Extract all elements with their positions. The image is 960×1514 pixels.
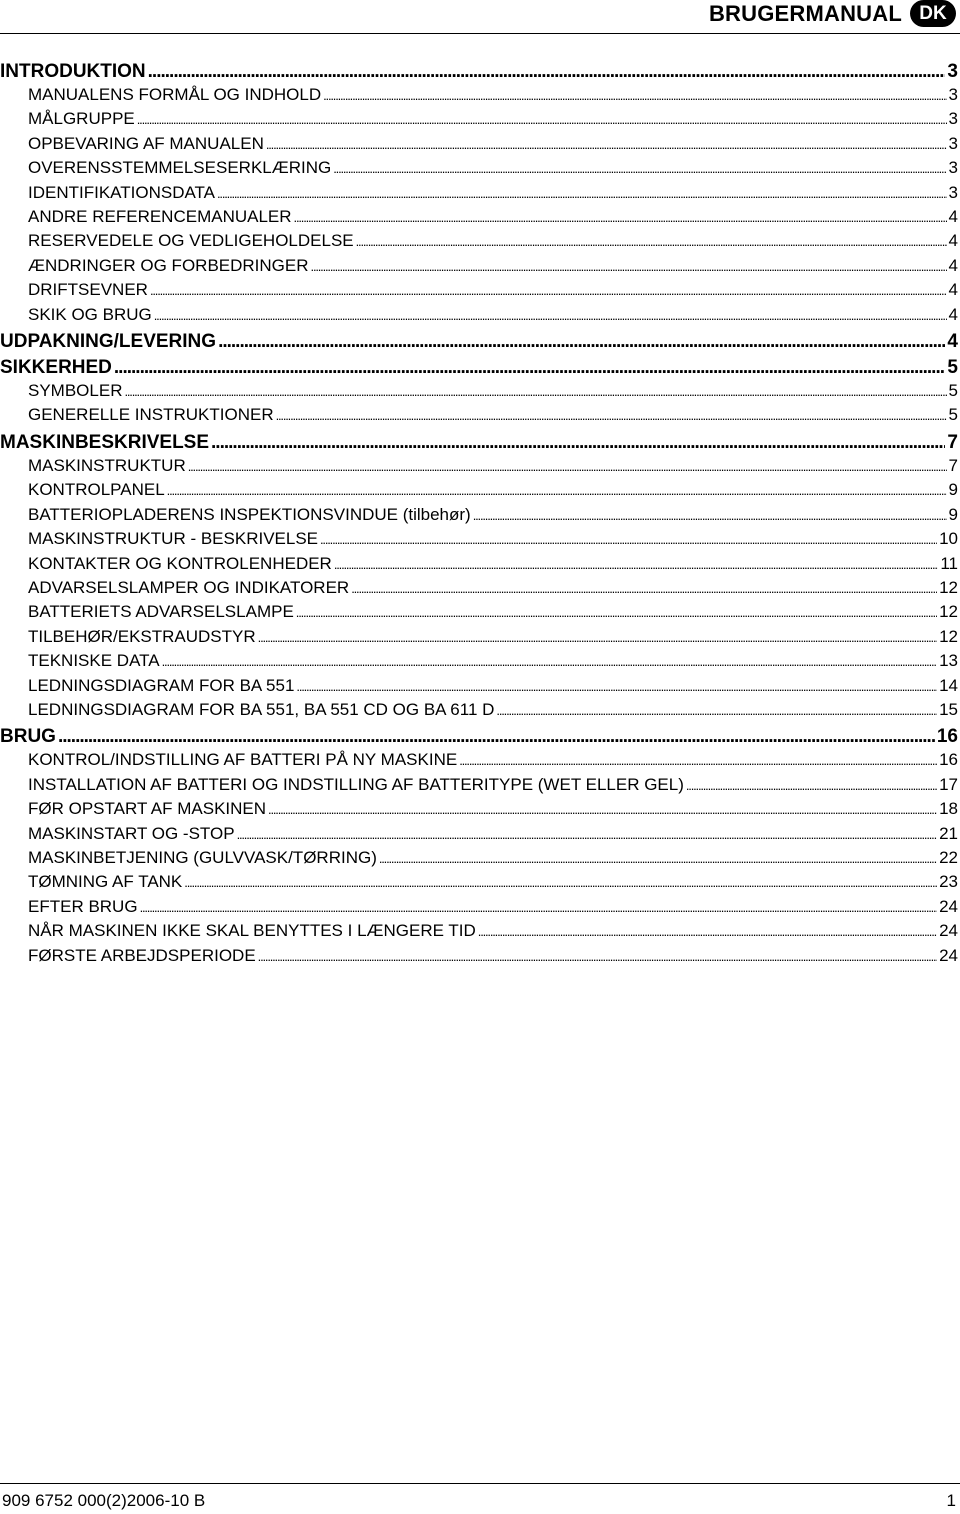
page-header	[0, 0, 960, 28]
toc-entry-label: LEDNINGSDIAGRAM FOR BA 551, BA 551 CD OG BA 611 D	[28, 699, 495, 719]
toc-entry-page: 5	[948, 405, 958, 425]
toc-section-entry[interactable]	[0, 576, 958, 600]
page-number: 1	[946, 1491, 956, 1510]
toc-entry-label: BATTERIOPLADERENS INSPEKTIONSVINDUE (tilbehør)	[28, 504, 471, 524]
toc-entry-label: OPBEVARING AF MANUALEN	[28, 133, 264, 153]
toc-entry-page: 15	[939, 699, 958, 719]
toc-dot-leader	[266, 132, 947, 156]
toc-chapter-entry[interactable]	[0, 725, 958, 748]
toc-dot-leader	[351, 576, 937, 600]
document-number: 909 6752 000(2)2006-10 B	[2, 1491, 206, 1510]
toc-entry-page: 3	[948, 109, 958, 129]
toc-entry-label: FØRSTE ARBEJDSPERIODE	[28, 945, 256, 965]
toc-entry-label: ADVARSELSLAMPER OG INDIKATORER	[28, 577, 350, 597]
toc-section-entry[interactable]	[0, 205, 958, 229]
language-badge: DK	[910, 0, 956, 27]
toc-dot-leader	[124, 379, 946, 403]
toc-dot-leader	[114, 356, 946, 379]
toc-entry-page: 3	[948, 85, 958, 104]
toc-dot-leader	[356, 229, 947, 253]
toc-dot-leader	[150, 278, 947, 302]
toc-dot-leader	[211, 431, 945, 454]
toc-dot-leader	[276, 403, 947, 427]
toc-entry-label: LEDNINGSDIAGRAM FOR BA 551	[28, 675, 295, 695]
toc-entry-page: 23	[939, 872, 958, 892]
toc-entry-page: 5	[948, 381, 958, 401]
toc-chapter-entry[interactable]	[0, 60, 958, 83]
toc-section-entry[interactable]	[0, 748, 958, 772]
toc-dot-leader	[258, 625, 937, 649]
toc-section-entry[interactable]	[0, 83, 958, 107]
toc-entry-page: 4	[948, 207, 958, 227]
toc-dot-leader	[379, 846, 937, 870]
toc-entry-page: 5	[947, 357, 958, 379]
toc-entry-page: 16	[936, 726, 958, 748]
toc-dot-leader	[320, 527, 937, 551]
toc-section-entry[interactable]	[0, 132, 958, 156]
manual-title: BRUGERMANUAL	[708, 1, 902, 26]
toc-entry-page: 9	[948, 480, 958, 500]
toc-entry-label: UDPAKNING/LEVERING	[0, 331, 217, 353]
toc-section-entry[interactable]	[0, 674, 958, 698]
toc-section-entry[interactable]	[0, 278, 958, 302]
toc-entry-label: DRIFTSEVNER	[28, 280, 148, 300]
toc-dot-leader	[294, 205, 947, 229]
toc-dot-leader	[137, 107, 947, 131]
toc-dot-leader	[333, 156, 946, 180]
toc-entry-label: MÅLGRUPPE	[28, 109, 135, 129]
toc-section-entry[interactable]	[0, 797, 958, 821]
toc-entry-page: 24	[939, 945, 958, 965]
toc-section-entry[interactable]	[0, 552, 958, 576]
toc-dot-leader	[162, 649, 937, 673]
toc-entry-page: 21	[939, 823, 958, 843]
toc-chapter-entry[interactable]	[0, 330, 958, 353]
toc-entry-page: 16	[939, 750, 958, 770]
toc-entry-label: INSTALLATION AF BATTERI OG INDSTILLING AF BATTERITYPE (WET ELLER GEL)	[28, 774, 684, 794]
toc-dot-leader	[459, 748, 937, 772]
toc-section-entry[interactable]	[0, 527, 958, 551]
toc-entry-page: 4	[948, 231, 958, 251]
toc-dot-leader	[188, 454, 947, 478]
toc-section-entry[interactable]	[0, 822, 958, 846]
toc-entry-page: 3	[947, 61, 958, 82]
toc-section-entry[interactable]	[0, 181, 958, 205]
toc-entry-label: KONTROLPANEL	[28, 480, 165, 500]
toc-entry-label: MASKINBESKRIVELSE	[0, 431, 210, 453]
toc-entry-page: 7	[947, 431, 958, 453]
toc-entry-label: SIKKERHED	[0, 357, 112, 379]
toc-dot-leader	[184, 870, 937, 894]
toc-section-entry[interactable]	[0, 600, 958, 624]
toc-entry-label: INTRODUKTION	[0, 61, 146, 82]
toc-dot-leader	[268, 797, 937, 821]
toc-section-entry[interactable]	[0, 303, 958, 327]
toc-dot-leader	[296, 600, 937, 624]
toc-dot-leader	[218, 330, 945, 353]
toc-entry-label: TEKNISKE DATA	[28, 651, 160, 671]
toc-entry-page: 3	[948, 182, 958, 202]
toc-dot-leader	[323, 83, 946, 107]
toc-section-entry[interactable]	[0, 107, 958, 131]
toc-entry-page: 11	[940, 553, 958, 573]
toc-entry-label: NÅR MASKINEN IKKE SKAL BENYTTES I LÆNGERE TID	[28, 921, 476, 941]
toc-dot-leader	[473, 503, 947, 527]
toc-section-entry[interactable]	[0, 870, 958, 894]
toc-dot-leader	[140, 895, 938, 919]
toc-entry-label: IDENTIFIKATIONSDATA	[28, 182, 216, 202]
toc-entry-page: 9	[948, 504, 958, 524]
toc-entry-label: ÆNDRINGER OG FORBEDRINGER	[28, 255, 309, 275]
toc-dot-leader	[237, 822, 938, 846]
toc-dot-leader	[496, 698, 937, 722]
toc-dot-leader	[478, 919, 937, 943]
toc-entry-page: 13	[939, 651, 958, 671]
toc-entry-label: KONTAKTER OG KONTROLENHEDER	[28, 553, 332, 573]
toc-entry-label: EFTER BRUG	[28, 896, 138, 916]
toc-chapter-entry[interactable]	[0, 431, 958, 454]
toc-section-entry[interactable]	[0, 478, 958, 502]
toc-section-entry[interactable]	[0, 156, 958, 180]
toc-dot-leader	[58, 725, 935, 748]
toc-dot-leader	[334, 552, 939, 576]
toc-entry-label: BRUG	[0, 726, 56, 748]
toc-section-entry[interactable]	[0, 944, 958, 968]
toc-entry-page: 12	[939, 602, 958, 622]
toc-entry-page: 12	[939, 577, 958, 597]
toc-entry-label: KONTROL/INDSTILLING AF BATTERI PÅ NY MASKINE	[28, 750, 458, 770]
toc-dot-leader	[217, 181, 947, 205]
toc-section-entry[interactable]	[0, 403, 958, 427]
toc-section-entry[interactable]	[0, 229, 958, 253]
toc-section-entry[interactable]	[0, 895, 958, 919]
toc-entry-page: 4	[948, 304, 958, 324]
toc-entry-label: TILBEHØR/EKSTRAUDSTYR	[28, 626, 256, 646]
toc-entry-page: 3	[948, 133, 958, 153]
toc-dot-leader	[311, 254, 947, 278]
toc-entry-label: OVERENSSTEMMELSESERKLÆRING	[28, 158, 332, 178]
toc-section-entry[interactable]	[0, 625, 958, 649]
toc-dot-leader	[148, 60, 946, 83]
toc-section-entry[interactable]	[0, 698, 958, 722]
toc-entry-label: MASKINBETJENING (GULVVASK/TØRRING)	[28, 847, 377, 867]
toc-section-entry[interactable]	[0, 454, 958, 478]
toc-entry-page: 24	[939, 921, 958, 941]
toc-entry-page: 7	[948, 455, 958, 475]
toc-entry-page: 3	[948, 158, 958, 178]
toc-entry-page: 18	[939, 799, 958, 819]
toc-dot-leader	[154, 303, 947, 327]
toc-section-entry[interactable]	[0, 254, 958, 278]
toc-section-entry[interactable]	[0, 919, 958, 943]
toc-entry-label: SYMBOLER	[28, 381, 123, 401]
toc-entry-label: GENERELLE INSTRUKTIONER	[28, 405, 274, 425]
toc-section-entry[interactable]	[0, 773, 958, 797]
toc-dot-leader	[296, 674, 937, 698]
toc-dot-leader	[686, 773, 937, 797]
toc-entry-page: 4	[948, 255, 958, 275]
toc-entry-label: TØMNING AF TANK	[28, 872, 183, 892]
toc-entry-label: FØR OPSTART AF MASKINEN	[28, 799, 267, 819]
toc-entry-label: ANDRE REFERENCEMANUALER	[28, 207, 292, 227]
toc-entry-page: 4	[947, 331, 958, 353]
toc-entry-label: MASKINSTRUKTUR	[28, 455, 186, 475]
header-divider	[0, 33, 960, 34]
toc-entry-label: MASKINSTRUKTUR - BESKRIVELSE	[28, 529, 319, 549]
toc-chapter-entry[interactable]	[0, 356, 958, 379]
table-of-contents	[0, 60, 958, 968]
toc-entry-label: MASKINSTART OG -STOP	[28, 823, 235, 843]
toc-section-entry[interactable]	[0, 649, 958, 673]
toc-entry-label: BATTERIETS ADVARSELSLAMPE	[28, 602, 294, 622]
toc-dot-leader	[258, 944, 937, 968]
toc-section-entry[interactable]	[0, 379, 958, 403]
toc-entry-page: 12	[939, 626, 958, 646]
toc-entry-page: 10	[939, 529, 958, 549]
toc-entry-page: 14	[939, 675, 958, 695]
toc-entry-label: SKIK OG BRUG	[28, 304, 152, 324]
toc-entry-page: 17	[939, 774, 958, 794]
toc-entry-page: 4	[948, 280, 958, 300]
toc-entry-page: 22	[939, 847, 958, 867]
toc-section-entry[interactable]	[0, 846, 958, 870]
toc-dot-leader	[167, 478, 947, 502]
footer-divider	[0, 1483, 960, 1484]
toc-entry-page: 24	[939, 896, 958, 916]
toc-entry-label: MANUALENS FORMÅL OG INDHOLD	[28, 85, 322, 104]
toc-section-entry[interactable]	[0, 503, 958, 527]
toc-entry-label: RESERVEDELE OG VEDLIGEHOLDELSE	[28, 231, 354, 251]
